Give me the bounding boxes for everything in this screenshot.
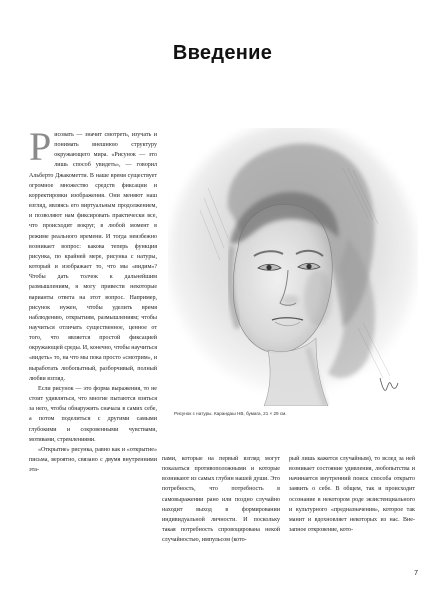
portrait-illustration (168, 128, 418, 406)
paragraph-1 (29, 124, 157, 384)
illustration-caption: Рисунок с натуры. Карандаш HB, бумага, 21 × 29 см. (174, 411, 287, 416)
page-number: 7 (414, 570, 418, 577)
paragraph-right: рый лишь кажется случайным), то вслед за ней возникает состояние удивления, любопытства и начинается внутренний поиск способа открыто заявить о себе. В общем, так и происходит осознание в некотором роде экзистенциального и культурного «предназначения», которое так манит и вдохновляет некоторых из нас. Внезапное откровение, кото- (289, 456, 415, 534)
artist-signature (380, 378, 398, 390)
paragraph-2: Если рисунок — это форма выражения, то не стоит удивляться, что многие пытаются взяться за него, чтобы обнаружить сначала в самих себе, а потом поделиться с другими самыми глубокими и сокровенными чувствами, мотивами, стремлениями. (29, 385, 157, 443)
paragraph-1-text: исовать — значит смотреть, изучать и понимать внешнюю структуру окружающего мира. «Рисунок — это лишь способ увидеть», — говорил Альберто Джакометти. В наше время существует огромное множество средств фиксации и корректировки изображения. Они меняют наш взгляд, являясь его виртуальным продолжением, и позволяют нам фиксировать практически все, что происходит вокруг, в любой момент в режиме реального времени. И тогда неизбежно возникает вопрос: какова теперь функция рисунка, по крайней мере, рисунка с натуры, который и изображает то, что мы «видим»? Чтобы дать толчок к дальнейшим размышлениям, я могу привести некоторые варианты ответа на этот вопрос. Например, рисунок нужен, чтобы уделить время наблюдению, открытиям, размышлениям; чтобы научиться отличать существенное, ценное от того, что является простой фиксацией окружающей среды. И, конечно, чтобы научиться «видеть» то, на что мы пока просто «смотрим», и выработать любопытный, разборчивый, полный любви взгляд. (29, 132, 157, 382)
pencil-portrait-drawing (168, 128, 418, 406)
text-column-right (289, 454, 415, 535)
paragraph-middle: пами, которые на первый взгляд могут показаться противоположными и которые возникают из самых глубин нашей души. Это потребность, что потребность в самовыражении рано или поздно случайно находит выход в формировании индивидуальной личности. И поскольку такая потребность спровоцирована некой случайностью, импульсом (кото- (162, 456, 280, 544)
paragraph-3: «Открытие» рисунка, равно как и «открытие» письма, вероятно, связано с двумя внутренними эта- (29, 446, 157, 474)
text-column-left (29, 124, 157, 475)
drop-cap: Р (29, 124, 52, 169)
text-column-middle (162, 454, 280, 545)
chapter-title: Введение (172, 42, 273, 64)
